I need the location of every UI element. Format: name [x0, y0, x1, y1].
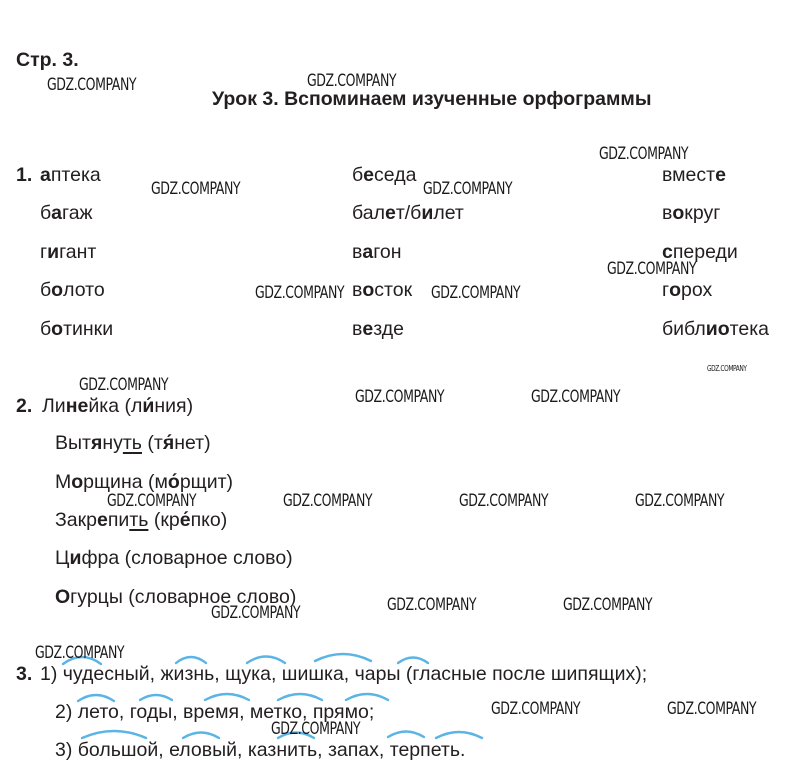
watermark: GDZ.COMPANY	[563, 595, 653, 615]
watermark: GDZ.COMPANY	[355, 387, 445, 407]
arc	[247, 657, 285, 664]
watermark: GDZ.COMPANY	[271, 719, 361, 739]
watermark: GDZ.COMPANY	[35, 643, 125, 663]
arc	[82, 731, 146, 738]
arc	[78, 695, 114, 701]
task1-word: вагон	[352, 241, 402, 263]
task2-line-3: Морщина (мо́рщит)	[55, 471, 234, 493]
watermark: GDZ.COMPANY	[151, 179, 241, 199]
watermark: GDZ.COMPANY	[47, 75, 137, 95]
task1-number: 1.	[16, 164, 33, 186]
task2-line-5: Цифра (словарное слово)	[55, 547, 293, 569]
task1-word: везде	[352, 318, 404, 340]
watermark: GDZ.COMPANY	[79, 375, 169, 395]
watermark: GDZ.COMPANY	[211, 603, 301, 623]
task2-line-4: Закрепить (кре́пко)	[55, 509, 228, 531]
task1-word: восток	[352, 279, 413, 301]
task1-word: ботинки	[40, 318, 114, 340]
watermark: GDZ.COMPANY	[423, 179, 513, 199]
task1-word: багаж	[40, 202, 93, 224]
task1-word: горох	[662, 279, 713, 301]
watermark: GDZ.COMPANY	[107, 491, 197, 511]
page-label: Стр. 3.	[16, 49, 79, 71]
watermark: GDZ.COMPANY	[667, 699, 757, 719]
task1-word: гигант	[40, 241, 97, 263]
task3-line-2: 2) лето, годы, время, метко, прямо;	[55, 701, 375, 723]
watermark: GDZ.COMPANY	[491, 699, 581, 719]
lesson-title: Урок 3. Вспоминаем изученные орфограммы	[212, 88, 652, 110]
task1-word: спереди	[662, 241, 738, 263]
task1-word: вместе	[662, 164, 726, 186]
arc	[436, 732, 482, 738]
arc	[278, 694, 322, 700]
task1-word: вокруг	[662, 202, 721, 224]
arc	[346, 694, 388, 700]
watermark: GDZ.COMPANY	[283, 491, 373, 511]
watermark: GDZ.COMPANY	[459, 491, 549, 511]
arc	[388, 732, 424, 738]
watermark: GDZ.COMPANY	[599, 144, 689, 164]
watermark: GDZ.COMPANY	[607, 259, 697, 279]
task2-number: 2.	[16, 395, 33, 417]
task3-number: 3.	[16, 663, 33, 685]
arc	[176, 657, 206, 663]
arc	[315, 654, 371, 661]
task2-line-6: Огурцы (словарное слово)	[55, 586, 297, 608]
task2-line-1: Линейка (ли́ния)	[42, 395, 194, 417]
task3-line-3: 3) большой, еловый, казнить, запах, терпеть.	[55, 739, 466, 761]
watermark: GDZ.COMPANY	[531, 387, 621, 407]
watermark: GDZ.COMPANY	[635, 491, 725, 511]
task1-word: балет/билет	[352, 202, 464, 224]
watermark: GDZ.COMPANY	[255, 283, 345, 303]
watermark: GDZ.COMPANY	[431, 283, 521, 303]
task1-word: беседа	[352, 164, 417, 186]
arc	[140, 695, 172, 700]
task1-word: болото	[40, 279, 105, 301]
task1-word: аптека	[40, 164, 101, 186]
watermark: GDZ.COMPANY	[307, 71, 397, 91]
watermark: GDZ.COMPANY	[707, 364, 747, 373]
task3-line-1: 1) чудесный, жизнь, щука, шишка, чары (гласные после шипящих);	[40, 663, 648, 685]
watermark: GDZ.COMPANY	[387, 595, 477, 615]
arc	[183, 733, 219, 739]
task2-line-2: Вытянуть (тя́нет)	[55, 432, 211, 454]
arc	[205, 694, 249, 700]
arc	[398, 658, 428, 664]
task1-word: библиотека	[662, 318, 770, 340]
